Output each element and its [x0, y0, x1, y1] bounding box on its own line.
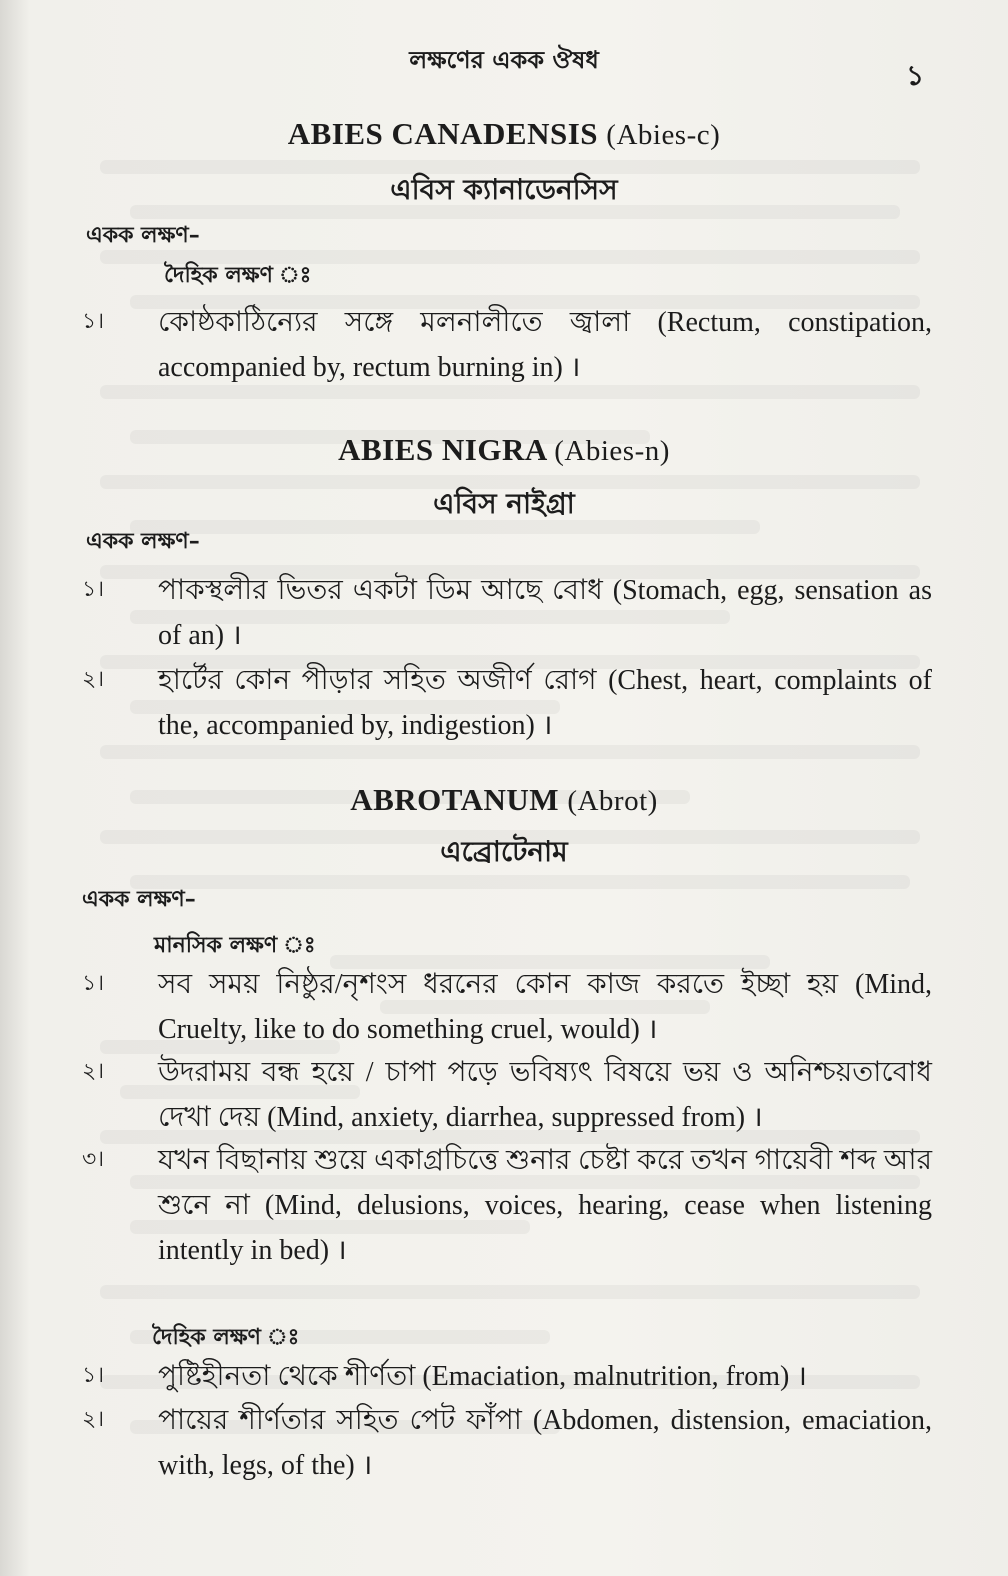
item-text: পাকস্থলীর ভিতর একটা ডিম আছে বোধ (Stomach, egg, sensation as of an) । — [158, 575, 932, 651]
item-number: ১। — [82, 971, 105, 996]
item-number: ১। — [82, 1363, 105, 1388]
item-text: যখন বিছানায় শুয়ে একাগ্রচিত্তে শুনার চেষ্টা করে তখন গায়েবী শব্দ আর শুনে না (Mind, delusions, voices, hearing, cease when listening intently in bed) । — [158, 1145, 932, 1266]
remedy-name-bengali: এব্রোটেনাম — [440, 835, 568, 868]
group-label: মানসিক লক্ষণ ঃ — [154, 932, 316, 958]
item-number: ২। — [82, 1059, 105, 1084]
group-label: দৈহিক লক্ষণ ঃ — [164, 262, 312, 288]
remedy-name: ABIES CANADENSIS — [287, 116, 599, 151]
remedy-title — [0, 116, 1008, 152]
item-number: ১। — [82, 577, 105, 602]
list-item — [82, 962, 932, 1052]
section-label: একক লক্ষণ– — [86, 222, 200, 248]
item-number: ১। — [82, 309, 105, 334]
remedy-name: ABIES NIGRA — [338, 432, 547, 467]
section-label: একক লক্ষণ– — [86, 528, 200, 554]
remedy-name-bengali: এবিস ক্যানাডেনসিস — [390, 173, 618, 206]
item-text: হার্টের কোন পীড়ার সহিত অজীর্ণ রোগ (Chest, heart, complaints of the, accompanied by, indigestion) । — [158, 665, 932, 741]
group-label: দৈহিক লক্ষণ ঃ — [152, 1324, 300, 1350]
remedy-title — [0, 432, 1008, 468]
item-text: পুষ্টিহীনতা থেকে শীর্ণতা (Emaciation, malnutrition, from) । — [158, 1361, 807, 1392]
item-text: পায়ের শীর্ণতার সহিত পেট ফাঁপা (Abdomen, distension, emaciation, with, legs, of the) । — [158, 1405, 932, 1481]
list-item — [82, 1398, 932, 1488]
item-text: সব সময় নিষ্ঠুর/নৃশংস ধরনের কোন কাজ করতে ইচ্ছা হয় (Mind, Cruelty, like to do something cruel, would) । — [158, 969, 932, 1045]
list-item — [82, 1138, 932, 1273]
remedy-name: ABROTANUM — [350, 782, 560, 817]
list-item — [82, 568, 932, 658]
item-text: কোষ্ঠকাঠিন্যের সঙ্গে মলনালীতে জ্বালা (Rectum, constipation, accompanied by, rectum burning in) । — [158, 307, 932, 383]
item-number: ২। — [82, 1407, 105, 1432]
list-item — [82, 1050, 932, 1140]
list-item — [82, 1354, 932, 1399]
page-number: ১ — [906, 59, 925, 92]
remedy-abbreviation: (Abies-n) — [554, 435, 670, 467]
remedy-abbreviation: (Abies-c) — [606, 119, 721, 151]
list-item — [82, 300, 932, 390]
remedy-abbreviation: (Abrot) — [567, 785, 658, 817]
item-number: ৩। — [82, 1147, 105, 1172]
running-header-title: লক্ষণের একক ঔষধ — [409, 45, 599, 74]
list-item — [82, 658, 932, 748]
remedy-title — [0, 782, 1008, 818]
item-text: উদরাময় বন্ধ হয়ে / চাপা পড়ে ভবিষ্যৎ বিষয়ে ভয় ও অনিশ্চয়তাবোধ দেখা দেয় (Mind, anxiety, diarrhea, suppressed from) । — [158, 1057, 932, 1133]
remedy-name-bengali: এবিস নাইগ্রা — [433, 487, 575, 520]
item-number: ২। — [82, 667, 105, 692]
section-label: একক লক্ষণ– — [82, 886, 196, 912]
